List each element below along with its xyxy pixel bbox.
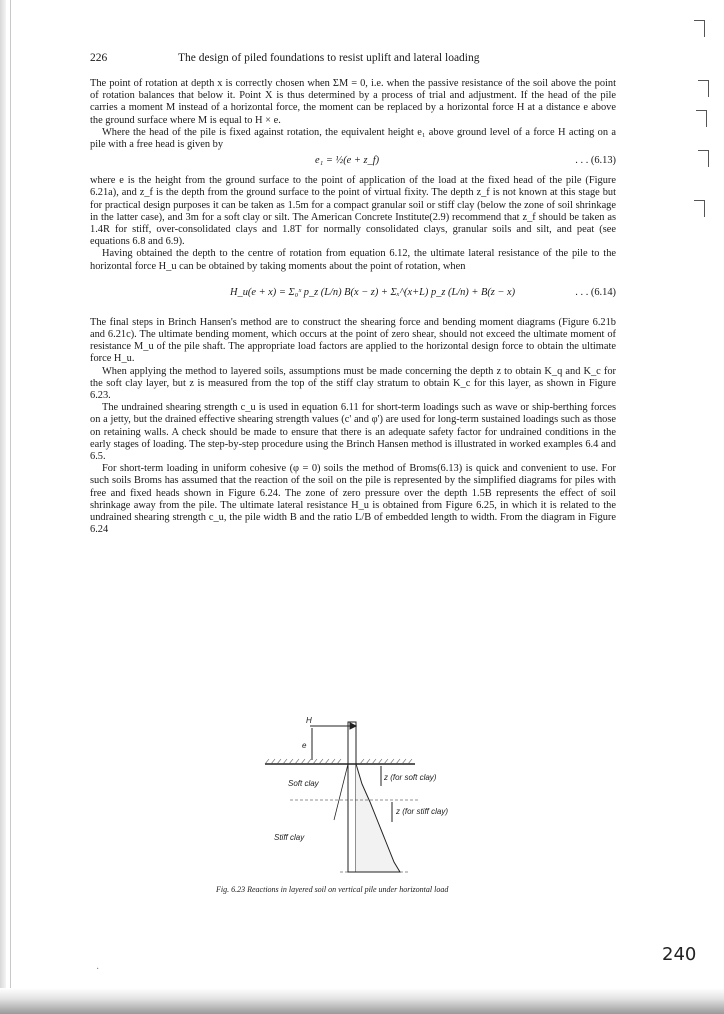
paragraph: The point of rotation at depth x is correctly chosen when ΣM = 0, i.e. when the passive resistance of the soil above the point of rotation balances that below it. Point X is thus determined by a process of trial and adjustment. If the head of the pile carries a moment M instead of a horizontal force, the moment can be replaced by a horizontal force H at a distance e above the ground surface where M is equal to H × e. (90, 78, 616, 126)
handwritten-annotation: 240 (662, 944, 697, 965)
figure-caption: Fig. 6.23 Reactions in layered soil on vertical pile under horizontal load (216, 885, 449, 894)
paragraph: The undrained shearing strength c_u is used in equation 6.11 for short-term loadings such as wave or ship-berthing forces on a jetty, but the drained effective shearing strength values (c' and φ') are used for long-term sustained loadings such as those on retaining walls. A check should be made to ensure that there is an adequate safety factor for undrained conditions in the early stages of loading. The step-by-step procedure using the Brinch Hansen method is illustrated in worked examples 6.4 and 6.5. (90, 402, 616, 463)
paragraph: where e is the height from the ground surface to the point of application of the load at the fixed head of the pile (Figure 6.21a), and z_f is the depth from the ground surface to the point of virtual fixity. The depth z_f is not known at this stage but for practical design purposes it can be taken as 1.5m for a compact granular soil or stiff clay (below the zone of soil shrinkage in the latter case), and 3m for a soft clay or silt. The American Concrete Institute(2.9) recommend that z_f should be taken as 1.4R for stiff, over-consolidated clays and 1.8T for normally consolidated clays, granular soils and silt, and peat (see equations 6.8 and 6.9). (90, 175, 616, 248)
paragraph: Having obtained the depth to the centre of rotation from equation 6.12, the ultimate lateral resistance of the pile to the horizontal force H_u can be obtained by taking moments about the point of rotation, when (90, 248, 616, 272)
paragraph: For short-term loading in uniform cohesive (φ = 0) soils the method of Broms(6.13) is quick and convenient to use. For such soils Broms has assumed that the reaction of the soil on the pile is represented by the simplified diagrams for piles with free and fixed heads shown in Figure 6.24. The zone of zero pressure over the depth 1.5B represents the effect of soil shrinkage away from the pile. The ultimate lateral resistance H_u is obtained from Figure 6.25, in which it is related to the undrained shearing strength c_u, the pile width B and the ratio L/B of embedded length to width. From the diagram in Figure 6.24 (90, 463, 616, 536)
equation-6-13 (90, 151, 616, 175)
paragraph: Where the head of the pile is fixed against rotation, the equivalent height e₁ above ground level of a force H acting on a pile with a free head is given by (90, 126, 616, 151)
h-label: H (306, 716, 312, 725)
pile (348, 722, 356, 872)
equation-number: . . . (6.13) (575, 155, 616, 167)
equation-6-14 (90, 273, 616, 317)
figure-6-23 (250, 714, 490, 884)
scan-edge-right (690, 0, 714, 1000)
scan-edge-bottom (0, 988, 724, 1014)
soft-clay-label: Soft clay (288, 779, 319, 788)
equation-number: . . . (6.14) (575, 286, 616, 298)
stiff-clay-label: Stiff clay (274, 833, 305, 842)
z-stiff-label: z (for stiff clay) (396, 807, 449, 816)
soil-reaction-diagram-left (334, 764, 348, 820)
equation-formula: H_u(e + x) = Σ₀ˣ p_z (L/n) B(x − z) + Σₓ^(x+L) p_z (L/n) + B(z − x) (230, 286, 516, 298)
scan-edge-line (10, 0, 11, 1000)
running-title: The design of piled foundations to resist uplift and lateral loading (178, 52, 480, 64)
page-body (90, 78, 616, 537)
paragraph: When applying the method to layered soils, assumptions must be made concerning the depth z to obtain K_q and K_c for the soft clay layer, but z is measured from the top of the stiff clay stratum to obtain K_c for this layer, as shown in Figure 6.23. (90, 365, 616, 402)
force-h-arrowhead (350, 723, 356, 729)
page-number: 226 (90, 52, 108, 64)
z-soft-label: z (for soft clay) (384, 773, 437, 782)
paragraph: The final steps in Brinch Hansen's method are to construct the shearing force and bending moment diagrams (Figure 6.21b and 6.21c). The ultimate bending moment, which occurs at the point of zero shear, should not exceed the ultimate moment of resistance M_u of the pile shaft. The appropriate load factors are applied to the horizontal design force to obtain the ultimate force H_u. (90, 316, 616, 365)
equation-formula: e₁ = ½(e + z_f) (315, 155, 380, 167)
ground-hatch (265, 759, 412, 764)
scan-speck: · (96, 964, 100, 975)
scan-edge-left (0, 0, 6, 1014)
e-label: e (302, 741, 307, 750)
